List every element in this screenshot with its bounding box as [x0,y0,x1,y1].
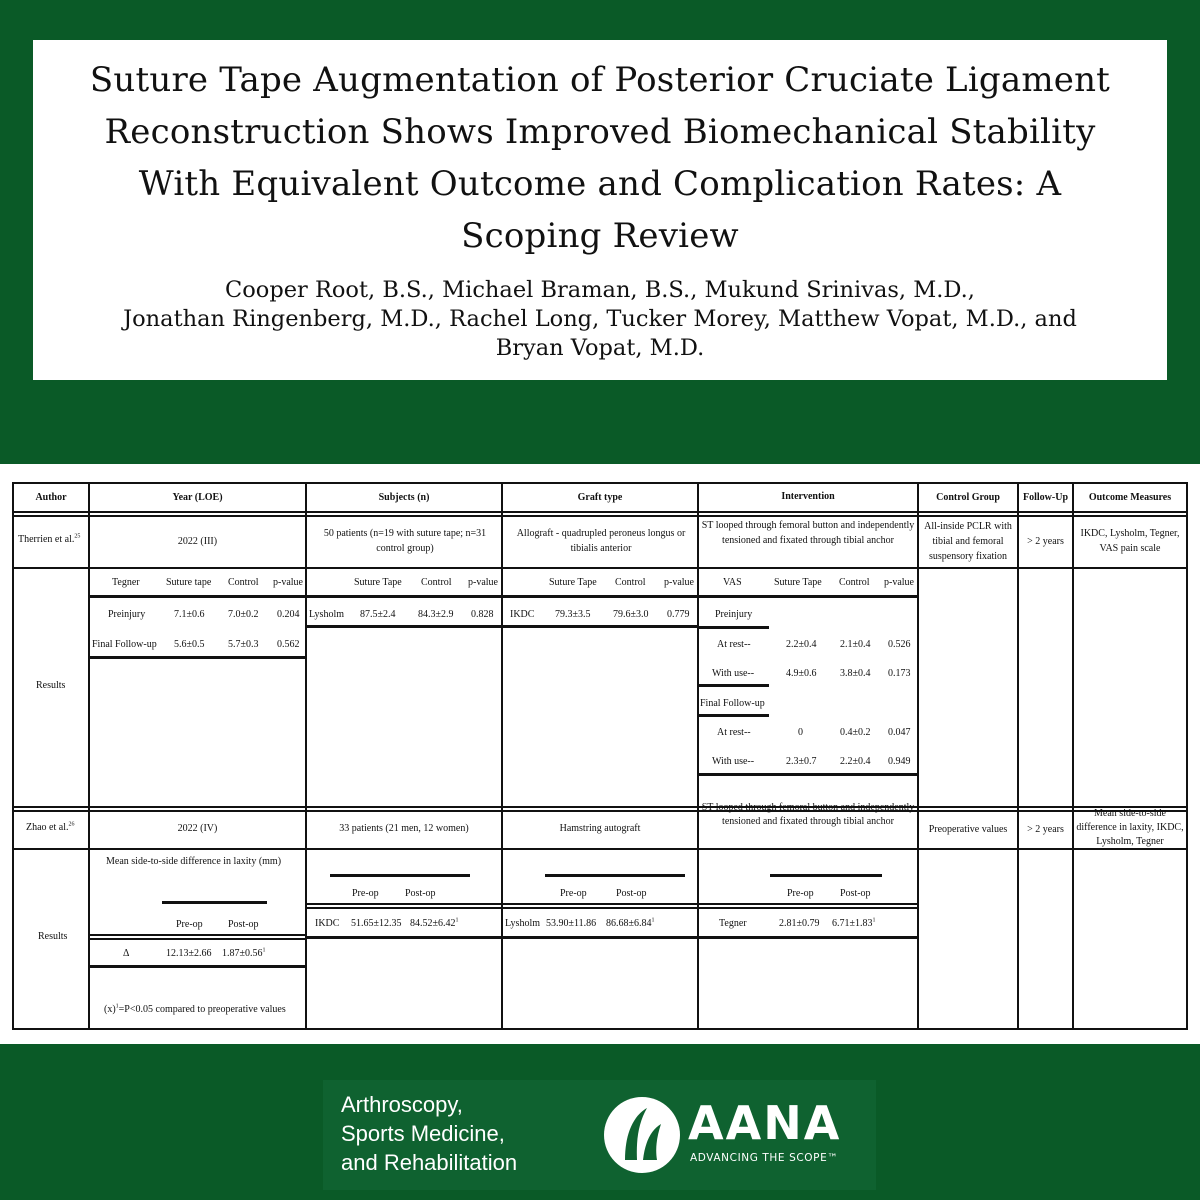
vas-final: Final Follow-up [700,698,765,709]
vas-row-label: With use-- [712,756,755,767]
tegner-row-label: Final Follow-up [92,639,157,650]
footnote: $(x)^1=P<0.05$ compared to preoperative values [104,1003,286,1015]
year-therrien: 2022 (III) [177,536,218,547]
zhao-tegner-label: Tegner [719,918,747,929]
aana-tagline: ADVANCING THE SCOPE™ [690,1152,839,1164]
zhao-lysholm-col-pre: Pre-op [560,888,587,899]
header-outcomes: Outcome Measures [1088,492,1172,503]
ikdc-col-ctrl: Control [615,577,646,588]
outcomes-zhao: Mean side-to-side difference in laxity, IKDC, Lysholm, Tegner [1076,808,1184,847]
ikdc-col-st: Suture Tape [549,577,597,588]
laxity-title: Mean side-to-side difference in laxity (mm) [106,856,282,867]
title-box [33,40,1167,380]
lysholm-col-st: Suture Tape [354,577,402,588]
subjects-therrien: 50 patients (n=19 with suture tape; n=31 control group) [323,528,487,554]
header-subjects: Subjects (n) [378,492,430,503]
tegner-col-name: Tegner [112,577,140,588]
vas-col-st: Suture Tape [774,577,822,588]
zhao-lysholm-col-post: Post-op [616,888,647,899]
vas-col-name: VAS [723,577,742,588]
results-label-zhao: Results [38,931,68,942]
vas-row-ctrl: 2.1±0.4 [840,639,871,650]
zhao-tegner-post: $6.71\pm 1.83^1$ [832,917,876,929]
followup-therrien: > 2 years [1027,536,1064,547]
table-panel [0,464,1200,1044]
tegner-row-st: 7.1±0.6 [174,609,205,620]
followup-zhao: > 2 years [1027,824,1064,835]
ikdc-st: 79.3±3.5 [555,609,591,620]
authors-line: Jonathan Ringenberg, M.D., Rachel Long, Tucker Morey, Matthew Vopat, M.D., and [123,306,1077,332]
vas-row-p: 0.949 [888,756,911,767]
header-graft: Graft type [577,492,623,503]
subjects-zhao: 33 patients (21 men, 12 women) [339,823,469,834]
results-label-therrien: Results [36,680,66,691]
vas-row-st: 0 [798,727,803,738]
ikdc-p: 0.779 [667,609,690,620]
aana-logo-icon [603,1094,681,1180]
ikdc-col-p: p-value [664,577,694,588]
vas-preinjury: Preinjury [715,609,753,620]
zhao-ikdc-col-pre: Pre-op [352,888,379,899]
header-followup: Follow-Up [1023,492,1068,503]
zhao-lysholm-post: $86.68\pm 6.84^1$ [606,917,655,929]
laxity-col-post: Post-op [228,919,259,930]
zhao-tegner-col-post: Post-op [840,888,871,899]
tegner-col-p: p-value [273,577,303,588]
authors-line: Bryan Vopat, M.D. [495,335,705,361]
vas-row-st: 4.9±0.6 [786,668,817,679]
lysholm-col-ctrl: Control [421,577,452,588]
article-title: Suture Tape Augmentation of Posterior Cruciate Ligament Reconstruction Shows Improved Biomechanical Stability With Equivalent Outcome and Complication Rates: A Scoping Review [89,60,1111,256]
vas-row-ctrl: 0.4±0.2 [840,727,871,738]
tegner-row-p: 0.204 [277,609,300,620]
graft-zhao: Hamstring autograft [559,823,641,834]
aana-wordmark: AANA [688,1096,842,1150]
tegner-row-ctrl: 7.0±0.2 [228,609,259,620]
vas-col-p: p-value [884,577,914,588]
header-year: Year (LOE) [172,492,223,503]
header-control: Control Group [936,492,1000,503]
zhao-tegner-pre: 2.81±0.79 [779,918,820,929]
lysholm-col-p: p-value [468,577,498,588]
outcomes-therrien: IKDC, Lysholm, Tegner, VAS pain scale [1080,528,1180,554]
zhao-lysholm-label: Lysholm [505,918,541,929]
laxity-post: $1.87\pm 0.56^1$ [222,947,266,959]
vas-row-p: 0.526 [888,639,911,650]
laxity-col-pre: Pre-op [176,919,203,930]
vas-row-st: 2.3±0.7 [786,756,817,767]
intervention-zhao: ST looped through femoral button and independently tensioned and fixated through tibial anchor [701,802,915,827]
vas-row-st: 2.2±0.4 [786,639,817,650]
lysholm-label: Lysholm [309,609,345,620]
tegner-row-label: Preinjury [108,609,146,620]
authors-line: Cooper Root, B.S., Michael Braman, B.S., Mukund Srinivas, M.D., [225,277,975,303]
summary-table [12,482,1188,1030]
zhao-ikdc-post: $84.52\pm 6.42^1$ [410,917,459,929]
zhao-tegner-col-pre: Pre-op [787,888,814,899]
intervention-therrien: ST looped through femoral button and independently tensioned and fixated through tibial anchor [701,520,915,546]
graft-therrien: Allograft - quadrupled peroneus longus or tibialis anterior [516,528,686,554]
control-therrien: All-inside PCLR with tibial and femoral suspensory fixation [924,521,1012,562]
vas-row-ctrl: 3.8±0.4 [840,668,871,679]
journal-footer [323,1080,876,1190]
vas-row-ctrl: 2.2±0.4 [840,756,871,767]
ikdc-ctrl: 79.6±3.0 [613,609,649,620]
header-author: Author [35,492,67,503]
lysholm-ctrl: 84.3±2.9 [418,609,454,620]
zhao-ikdc-pre: 51.65±12.35 [351,918,402,929]
ikdc-label: IKDC [510,609,535,620]
vas-row-p: 0.047 [888,727,911,738]
lysholm-p: 0.828 [471,609,494,620]
zhao-lysholm-pre: 53.90±11.86 [546,918,597,929]
tegner-row-ctrl: 5.7±0.3 [228,639,259,650]
laxity-label: Δ [123,948,130,959]
zhao-ikdc-col-post: Post-op [405,888,436,899]
year-zhao: 2022 (IV) [177,823,218,834]
tegner-row-p: 0.562 [277,639,300,650]
author-zhao: Zhao et al.$^{26}$ [26,821,75,833]
vas-row-label: With use-- [712,668,755,679]
article-authors [43,276,1157,363]
control-zhao: Preoperative values [928,824,1008,835]
tegner-col-ctrl: Control [228,577,259,588]
vas-row-label: At rest-- [717,639,751,650]
header-intervention: Intervention [781,491,835,502]
author-therrien: Therrien et al.$^{25}$ [18,533,81,545]
vas-col-ctrl: Control [839,577,870,588]
lysholm-st: 87.5±2.4 [360,609,396,620]
vas-row-p: 0.173 [888,668,911,679]
journal-name: Arthroscopy, Sports Medicine, and Rehabilitation [341,1092,518,1175]
laxity-pre: 12.13±2.66 [166,948,212,959]
tegner-row-st: 5.6±0.5 [174,639,205,650]
vas-row-label: At rest-- [717,727,751,738]
tegner-col-st: Suture tape [166,577,212,588]
zhao-ikdc-label: IKDC [315,918,340,929]
